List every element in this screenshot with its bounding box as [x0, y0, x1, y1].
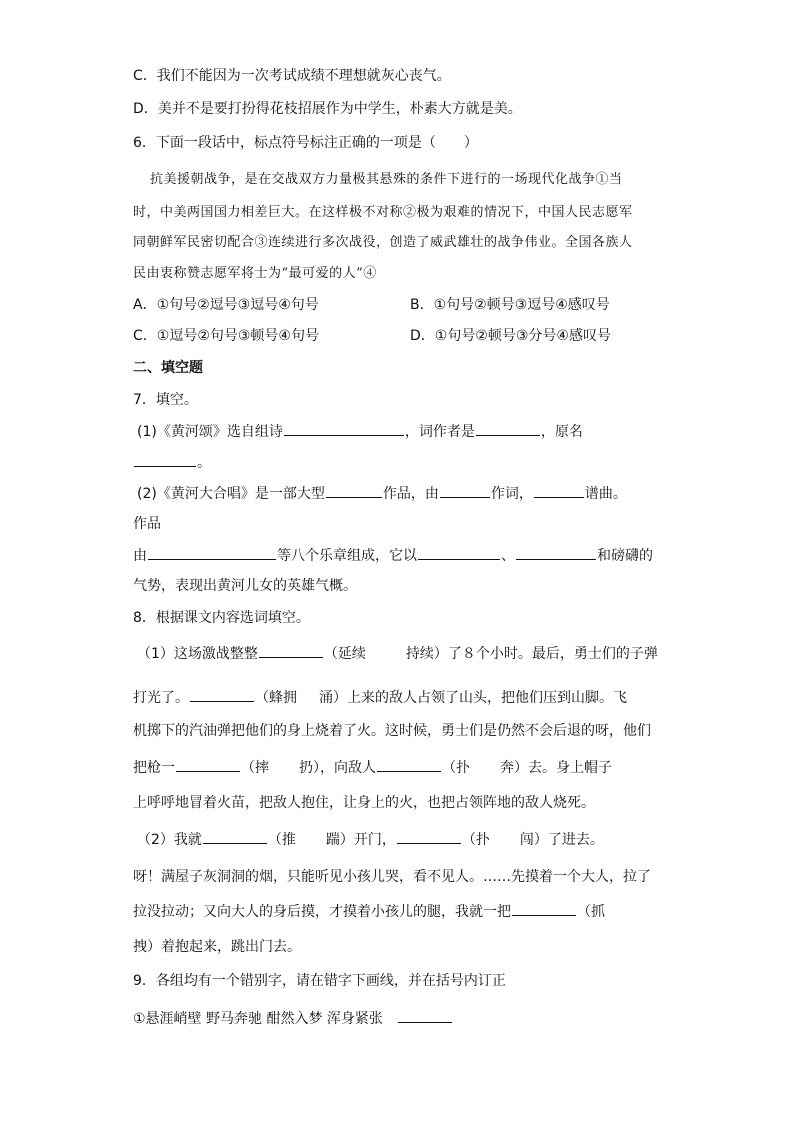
section-title-fill-in: 二、填空题 — [133, 360, 203, 376]
answer-blank[interactable] — [284, 421, 404, 436]
answer-blank[interactable] — [148, 545, 276, 560]
q8-line-4: 把枪一 （摔 扔），向敌人 （扑 奔）去。身上帽子 — [133, 757, 612, 778]
q7-part2-line-3: 由 等八个乐章组成，它以 、 和磅礴的 — [133, 545, 653, 566]
q5-option-d: D．美并不是要打扮得花枝招展作为中学生，朴素大方就是美。 — [133, 101, 522, 117]
q9-item-1: ①悬涯峭壁 野马奔驰 酣然入梦 浑身紧张 — [133, 1008, 453, 1029]
q8-line-6: （2）我就 （推 踹）开门， （扑 闯）了进去。 — [137, 829, 604, 850]
answer-blank[interactable] — [397, 829, 461, 844]
q6-passage-line-3: 同朝鲜军民密切配合③连续进行多次战役，创造了威武雄壮的战争伟业。全国各族人 — [133, 235, 633, 250]
q8-stem: 8．根据课文内容选词填空。 — [133, 610, 310, 626]
q8-line-8: 拉没拉动；又向大人的身后摸，才摸着小孩儿的腿，我就一把 （抓 — [133, 901, 605, 922]
answer-blank[interactable] — [259, 643, 323, 658]
q7-part2-line-4: 气势，表现出黄河儿女的英雄气概。 — [133, 578, 357, 594]
q7-part2-line-2: 作品 — [133, 516, 161, 532]
q8-line-7: 呀！满屋子灰洞洞的烟，只能听见小孩儿哭，看不见人。……先摸着一个大人，拉了 — [133, 869, 651, 885]
answer-blank[interactable] — [440, 483, 490, 498]
q6-option-d: D．①句号②顿号③分号④感叹号 — [410, 328, 611, 344]
answer-blank[interactable] — [512, 901, 576, 916]
answer-blank[interactable] — [377, 757, 441, 772]
q8-line-1: （1）这场激战整整 （延续 持续）了８个小时。最后，勇士们的子弹 — [137, 643, 658, 664]
answer-blank[interactable] — [134, 452, 196, 467]
q6-stem: 6．下面一段话中，标点符号标注正确的一项是（ ） — [133, 135, 478, 151]
q8-line-3: 机掷下的汽油弹把他们的身上烧着了火。这时候，勇士们是仍然不会后退的呀，他们 — [133, 723, 651, 739]
q7-stem: 7．填空。 — [133, 392, 198, 408]
q6-passage-line-1: 抗美援朝战争，是在交战双方力量极其悬殊的条件下进行的一场现代化战争①当 — [150, 172, 623, 187]
q7-part2-line: (2)《黄河大合唱》是一部大型 作品，由 作词， 谱曲。 — [137, 483, 627, 504]
q5-option-c: C．我们不能因为一次考试成绩不理想就灰心丧气。 — [133, 68, 451, 84]
answer-blank[interactable] — [326, 483, 382, 498]
answer-blank[interactable] — [418, 545, 500, 560]
answer-blank[interactable] — [516, 545, 596, 560]
q7-part1-line-2: 。 — [133, 452, 211, 473]
q8-line-2: 打光了。 （蜂拥 涌）上来的敌人占领了山头，把他们压到山脚。飞 — [133, 687, 627, 708]
answer-blank[interactable] — [190, 687, 254, 702]
q8-line-9: 拽）着抱起来，跳出门去。 — [133, 939, 301, 955]
q6-option-a: A．①句号②逗号③逗号④句号 — [133, 297, 319, 313]
q6-passage-line-2: 时，中美两国国力相差巨大。在这样极不对称②极为艰难的情况下，中国人民志愿军 — [133, 205, 633, 220]
q7-part1-line: (1)《黄河颂》选自组诗 ，词作者是 ，原名 — [137, 421, 583, 442]
q6-option-b: B．①句号②顿号③逗号④感叹号 — [410, 297, 610, 313]
q8-line-5: 上呼呼地冒着火苗，把敌人抱住，让身上的火，也把占领阵地的敌人烧死。 — [133, 795, 595, 811]
q6-option-c: C．①逗号②句号③顿号④句号 — [133, 328, 319, 344]
q6-passage-line-4: 民由衷称赞志愿军将士为“最可爱的人”④ — [133, 266, 377, 281]
q9-stem: 9．各组均有一个错别字，请在错字下画线，并在括号内订正 — [133, 973, 506, 989]
answer-blank[interactable] — [176, 757, 240, 772]
answer-blank[interactable] — [398, 1008, 452, 1023]
answer-blank[interactable] — [203, 829, 267, 844]
answer-blank[interactable] — [476, 421, 540, 436]
answer-blank[interactable] — [534, 483, 584, 498]
